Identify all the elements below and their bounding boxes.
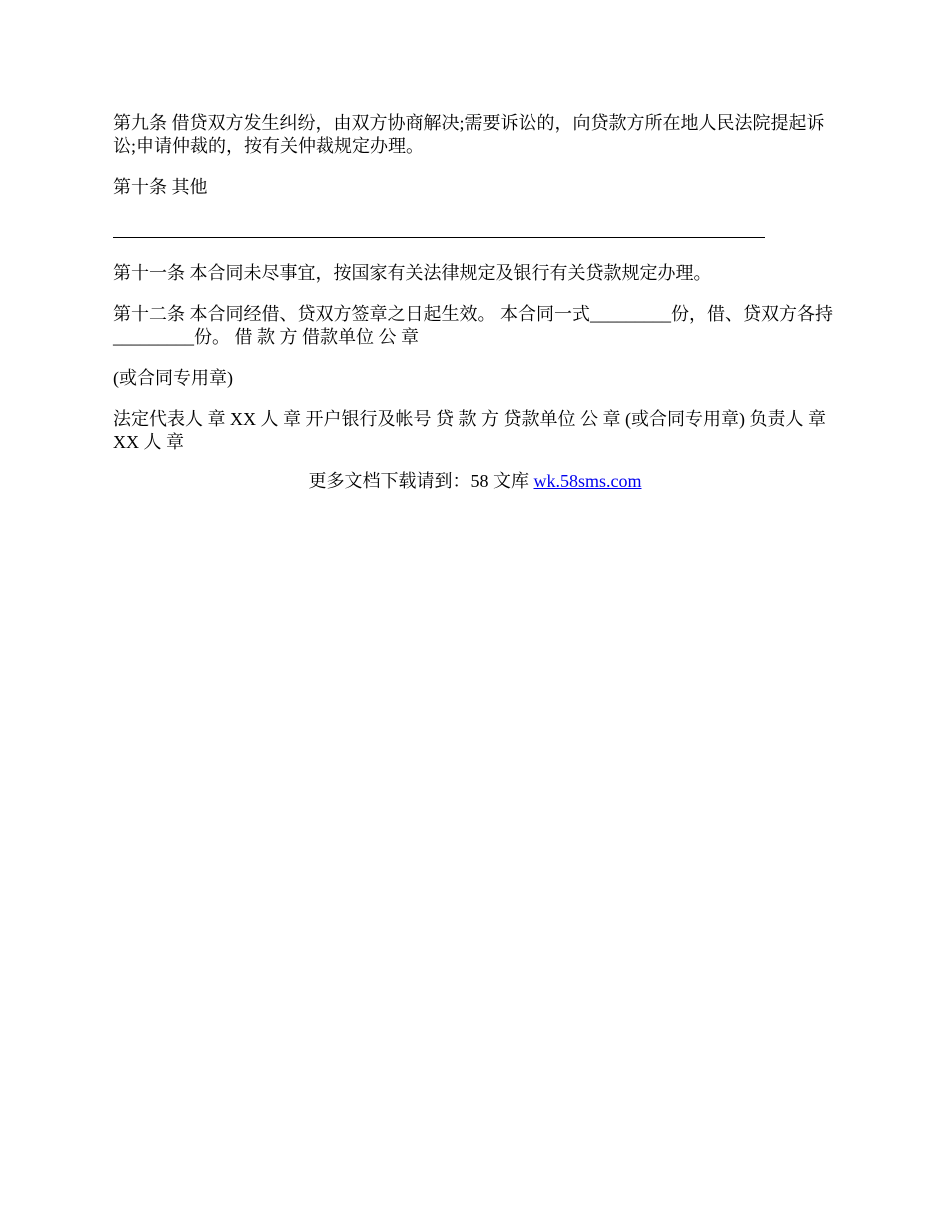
footer-link[interactable]: wk.58sms.com [533, 471, 642, 491]
document-body [113, 112, 838, 472]
blank-fill-line [113, 237, 765, 238]
seal-note: (或合同专用章) [113, 368, 233, 388]
article-10: 第十条 其他 [113, 177, 208, 197]
signature-block: 法定代表人 章 XX 人 章 开户银行及帐号 贷 款 方 贷款单位 公 章 (或合同专用章) 负责人 章 XX 人 章 [113, 409, 826, 452]
footer-text: 更多文档下载请到：58 文库 [308, 471, 534, 491]
article-9: 第九条 借贷双方发生纠纷，由双方协商解决;需要诉讼的，向贷款方所在地人民法院提起诉讼;申请仲裁的，按有关仲裁规定办理。 [113, 113, 825, 156]
article-12: 第十二条 本合同经借、贷双方签章之日起生效。 本合同一式_________份，借、贷双方各持_________份。 借 款 方 借款单位 公 章 [113, 304, 833, 347]
article-11: 第十一条 本合同未尽事宜，按国家有关法律规定及银行有关贷款规定办理。 [113, 263, 712, 283]
download-footer [0, 470, 950, 493]
